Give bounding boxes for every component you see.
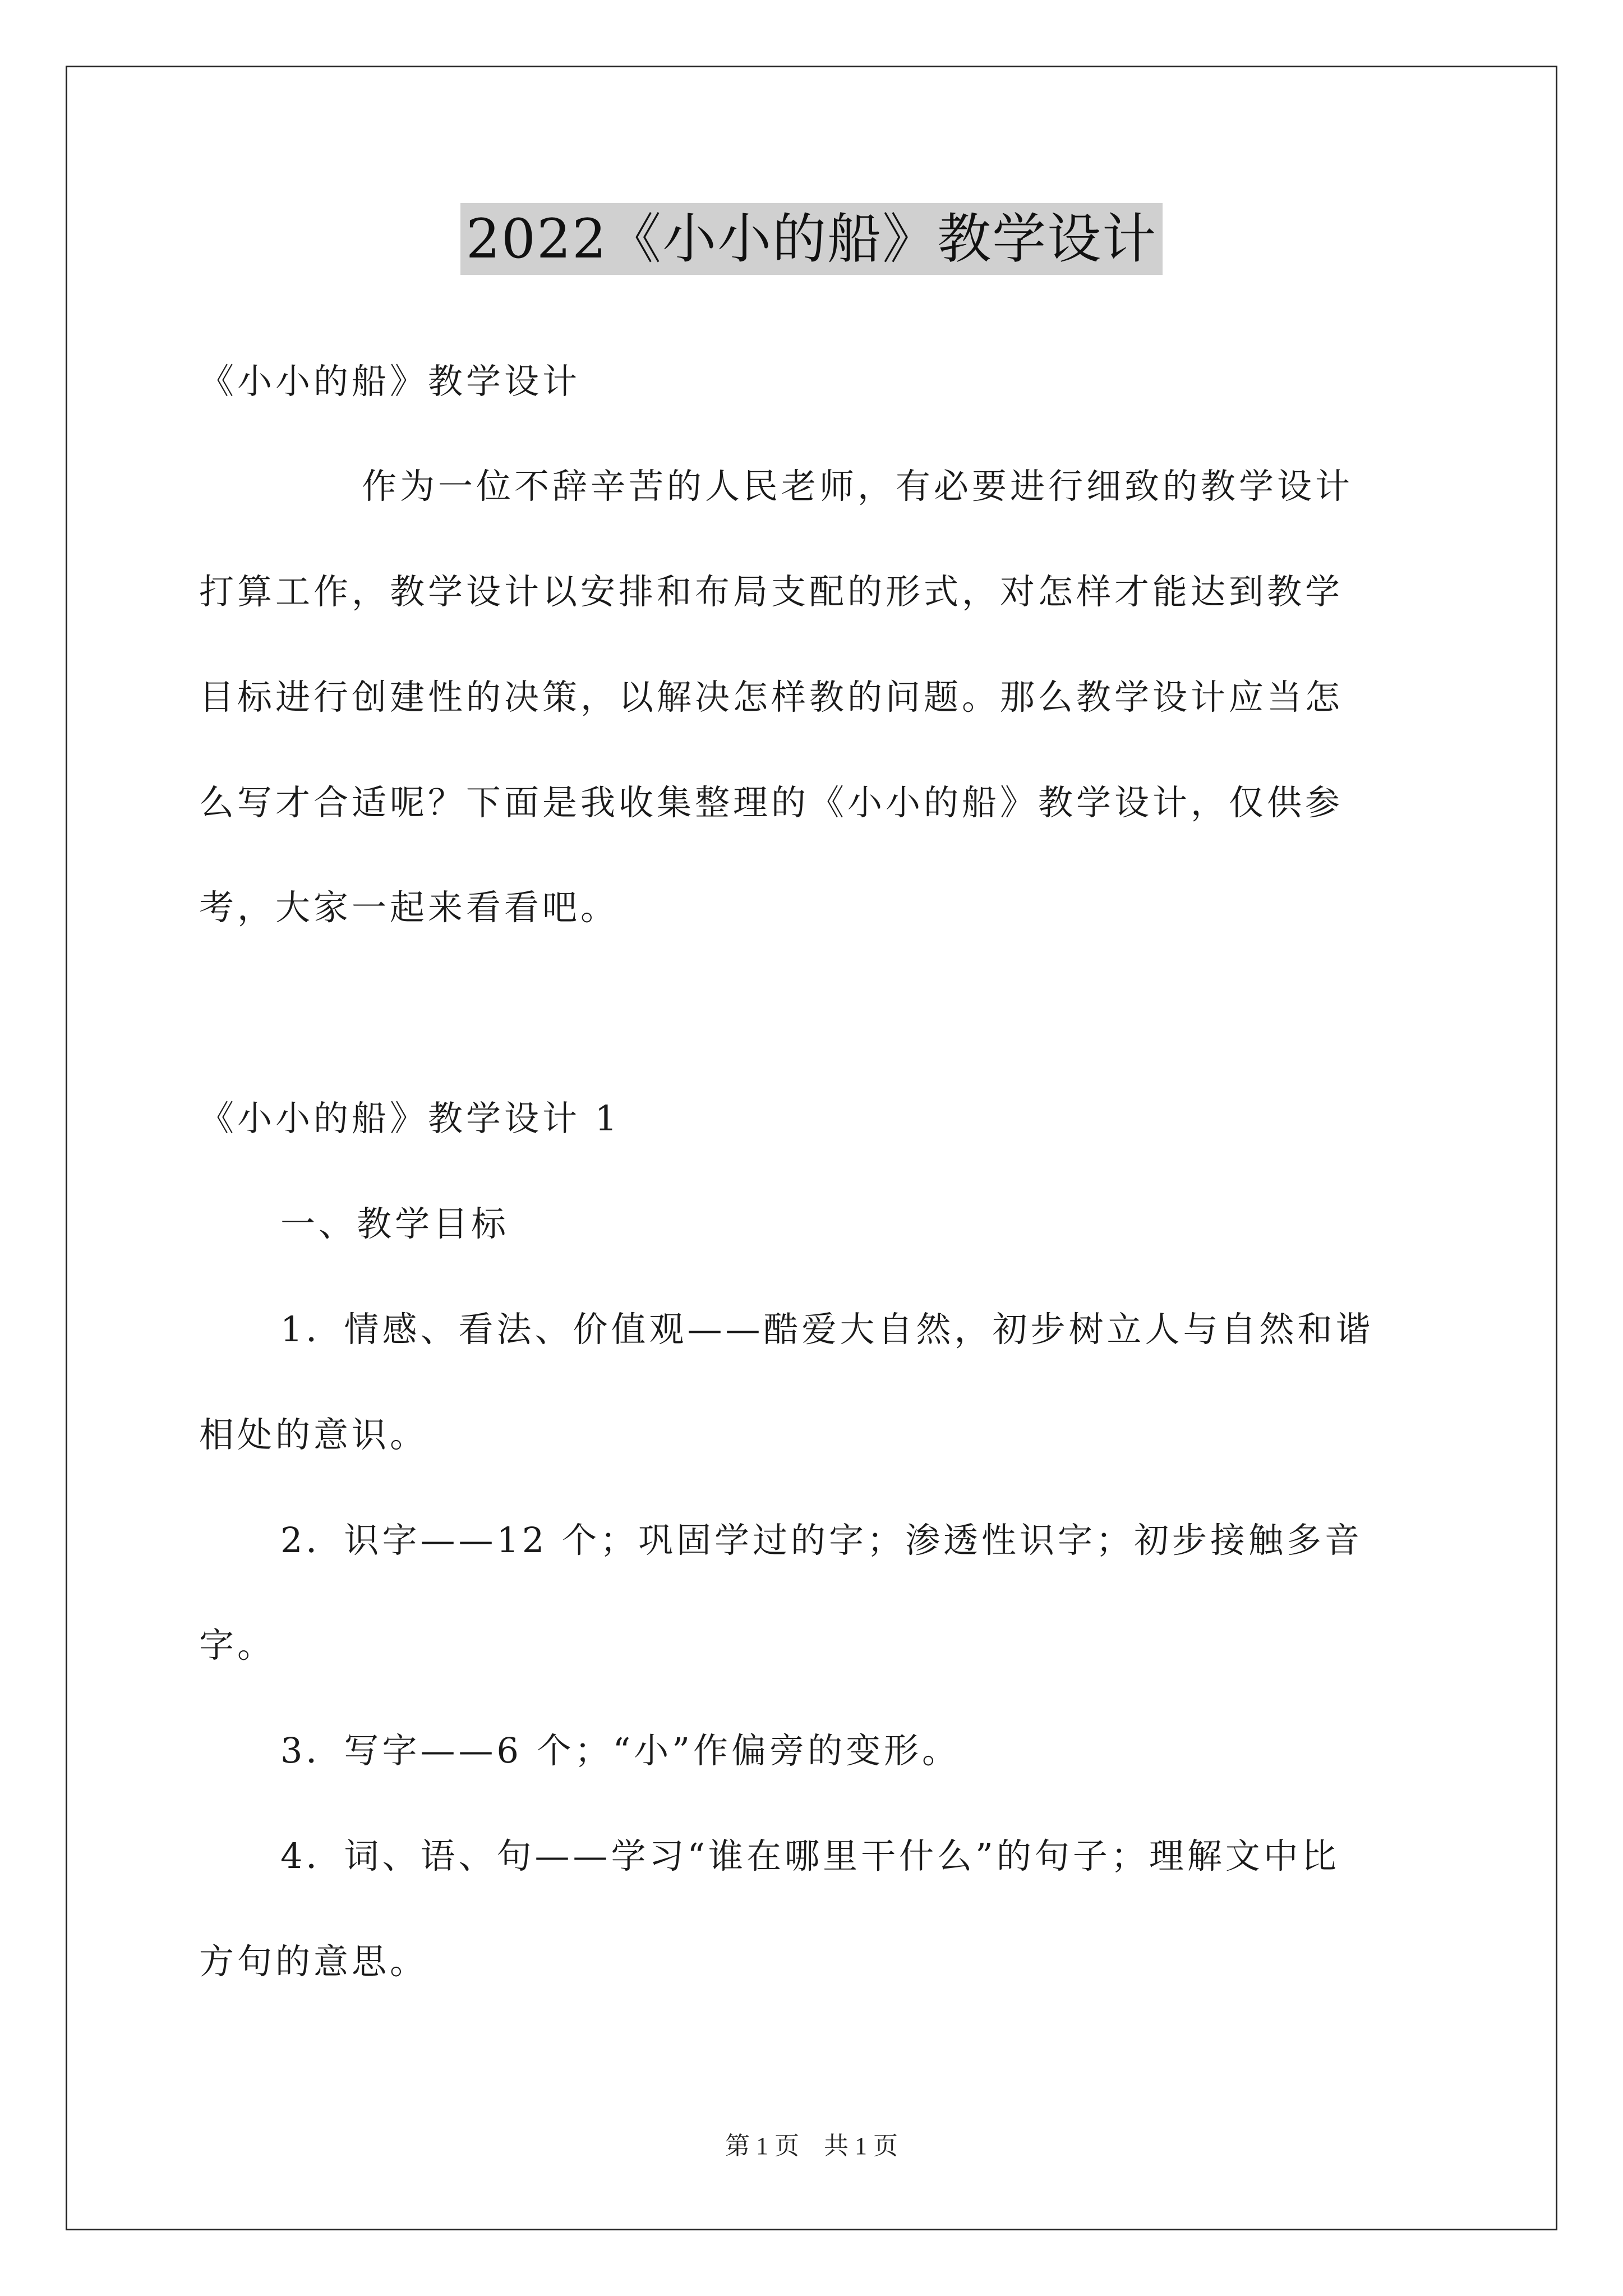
title-container — [0, 203, 1623, 275]
objectives-heading: 一、教学目标 — [280, 1203, 510, 1244]
intro-line: 打算工作，教学设计以安排和布局支配的形式，对怎样才能达到教学 — [199, 571, 1344, 612]
objective-line: 3．写字——6 个；“小”作偏旁的变形。 — [280, 1730, 960, 1771]
intro-line: 作为一位不辞辛苦的人民老师，有必要进行细致的教学设计 — [362, 466, 1354, 507]
objective-line: 相处的意识。 — [199, 1414, 428, 1455]
objective-line: 方句的意思。 — [199, 1941, 428, 1982]
objective-line: 4．词、语、句——学习“谁在哪里干什么”的句子；理解文中比 — [280, 1835, 1340, 1876]
page-footer: 第 1 页 共 1 页 — [725, 2132, 898, 2160]
intro-line: 目标进行创建性的决策，以解决怎样教的问题。那么教学设计应当怎 — [199, 677, 1344, 717]
objective-line: 字。 — [199, 1625, 276, 1665]
section-heading: 《小小的船》教学设计 — [199, 361, 581, 402]
intro-line: 考，大家一起来看看吧。 — [199, 887, 619, 928]
intro-line: 么写才合适呢？下面是我收集整理的《小小的船》教学设计，仅供参 — [199, 782, 1344, 823]
objective-line: 1．情感、看法、价值观——酷爱大自然，初步树立人与自然和谐 — [280, 1309, 1374, 1350]
document-title: 2022《小小的船》教学设计 — [460, 203, 1163, 275]
objective-line: 2．识字——12 个；巩固学过的字；渗透性识字；初步接触多音 — [280, 1520, 1363, 1561]
subsection-heading: 《小小的船》教学设计 1 — [199, 1098, 621, 1139]
